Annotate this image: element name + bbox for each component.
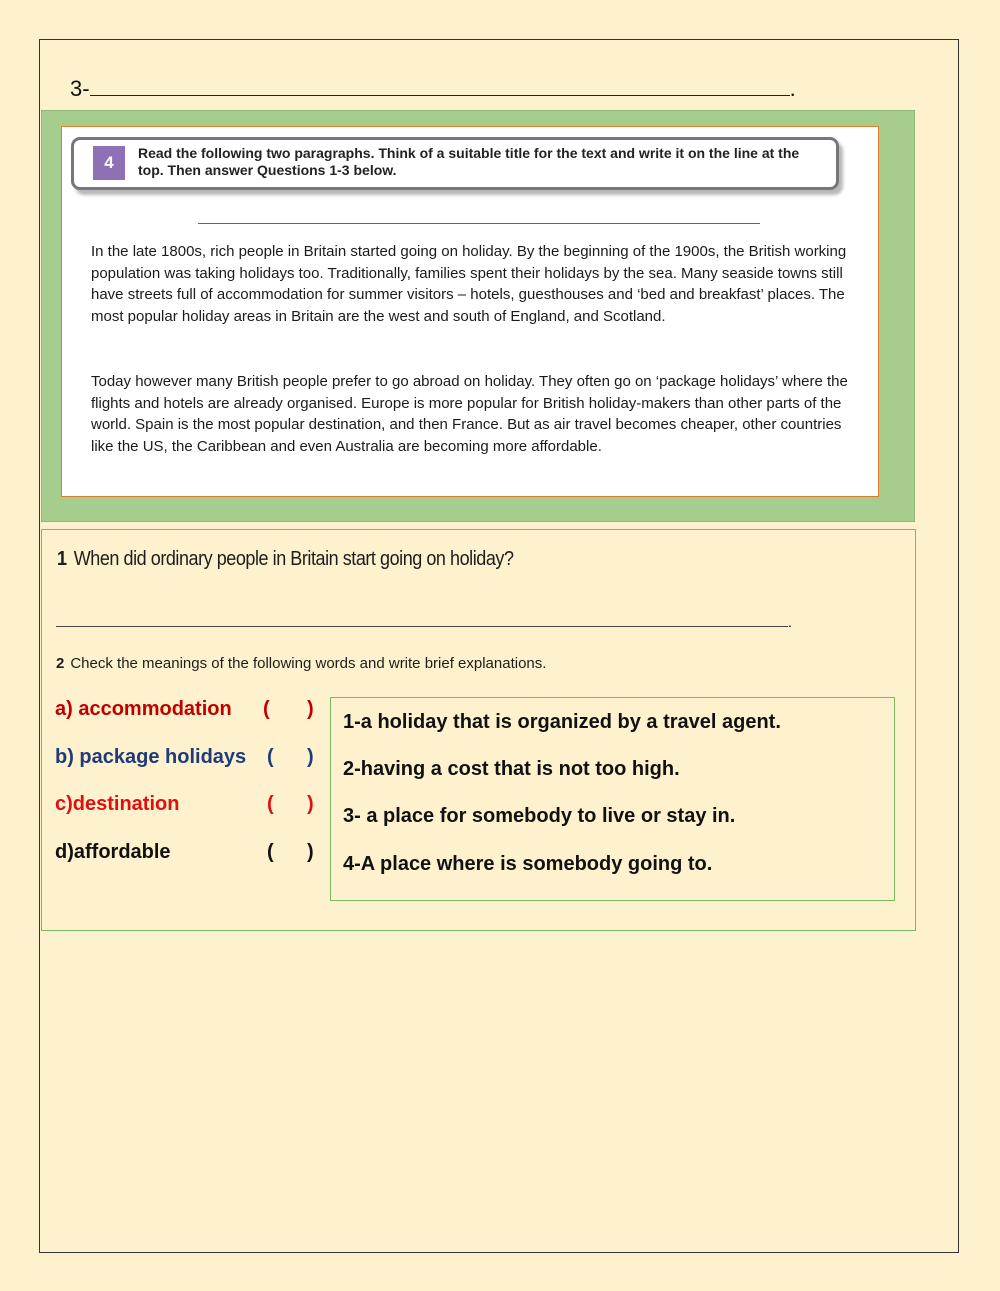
reading-paragraph-1: In the late 1800s, rich people in Britain started going on holiday. By the beginning of the 1900s, the British working population was taking holidays too. Traditionally, families spent their holidays by the sea. Many seaside towns still have streets full of accommodation for summer visitors – hotels, guesthouses and ‘bed and breakfast’ places. The most popular holiday areas in Britain are the west and south of England, and Scotland.: [91, 243, 847, 325]
answer-slot-close: ): [307, 841, 314, 863]
meanings-box: [330, 697, 895, 901]
meaning-1: 1-a holiday that is organized by a travel agent.: [343, 711, 781, 733]
answer-slot-open[interactable]: (: [267, 746, 274, 768]
reading-paragraph-2: Today however many British people prefer to go abroad on holiday. They often go on ‘package holidays’ where the flights and hotels are already organised. Europe is more popular for British holiday-makers than other parts of the world. Spain is the most popular destination, and then France. But as air travel becomes cheaper, other countries like the US, the Caribbean and even Australia are becoming more affordable.: [91, 373, 848, 455]
word-label: b) package holidays: [55, 746, 247, 768]
word-item-accommodation: [55, 698, 330, 721]
question-3-answer-blank[interactable]: [90, 74, 790, 96]
word-item-package-holidays: [55, 746, 330, 769]
reading-card: [61, 126, 879, 497]
question-3-line: [70, 74, 796, 102]
answer-slot-close: ): [307, 793, 314, 815]
answer-slot-open[interactable]: (: [267, 841, 274, 863]
question-3-number: 3-: [70, 76, 90, 101]
instruction-text: Read the following two paragraphs. Think of a suitable title for the text and write it on the line at the top. Then answer Questions 1-3 below.: [138, 145, 800, 178]
question-1-answer-blank[interactable]: [56, 626, 788, 627]
reading-panel: [41, 110, 915, 522]
question-2-text: Check the meanings of the following words and write brief explanations.: [70, 655, 547, 672]
answer-slot-close: ): [307, 746, 314, 768]
title-answer-line[interactable]: [198, 223, 760, 224]
question-2-number: 2: [56, 655, 65, 672]
question-1-text: When did ordinary people in Britain start going on holiday?: [73, 548, 514, 570]
question-2: [56, 655, 546, 672]
question-1: [57, 548, 514, 571]
question-1-end: .: [788, 614, 792, 630]
questions-panel: [41, 529, 916, 931]
word-label: d)affordable: [55, 841, 171, 863]
answer-slot-close: ): [307, 698, 314, 720]
word-label: c)destination: [55, 793, 180, 815]
word-item-destination: [55, 793, 330, 816]
question-1-number: 1: [57, 548, 67, 570]
question-3-end: .: [789, 76, 796, 101]
exercise-number-badge: 4: [93, 146, 125, 180]
word-item-affordable: [55, 841, 330, 864]
answer-slot-open[interactable]: (: [267, 793, 274, 815]
meaning-2: 2-having a cost that is not too high.: [343, 758, 680, 780]
word-label: a) accommodation: [55, 698, 232, 720]
instruction-box: [71, 137, 839, 190]
meaning-4: 4-A place where is somebody going to.: [343, 853, 713, 875]
meaning-3: 3- a place for somebody to live or stay in.: [343, 805, 736, 827]
answer-slot-open[interactable]: (: [263, 698, 270, 720]
